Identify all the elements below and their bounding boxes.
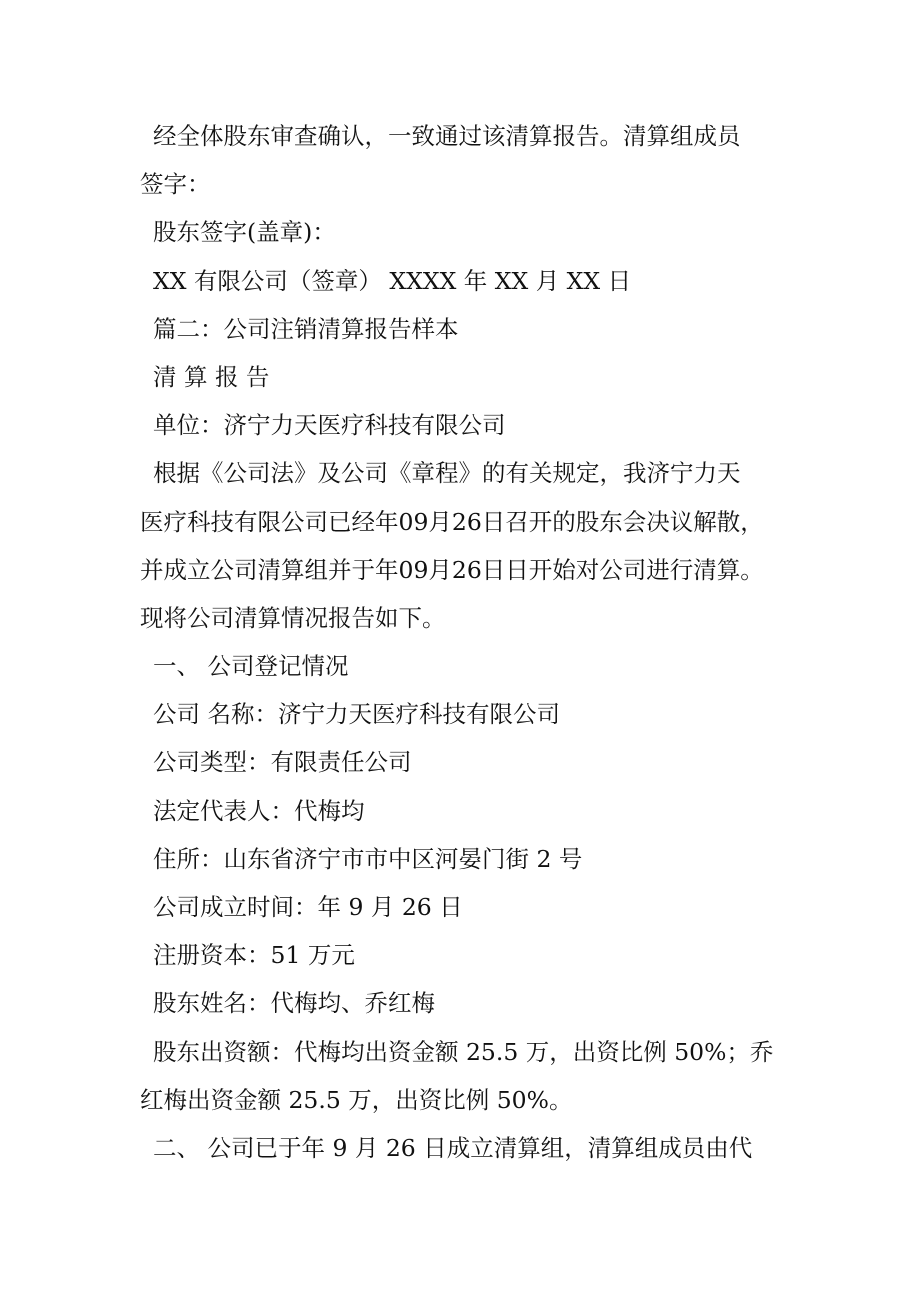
shareholder-signature-label: 股东签字(盖章)： xyxy=(153,218,336,247)
capital-contribution-line-2: 红梅出资金额 25.5 万，出资比例 50%。 xyxy=(140,1085,573,1114)
company-seal-date-line: XX 有限公司（签章） XXXX 年 XX 月 XX 日 xyxy=(153,266,632,295)
section-two-line: 二、 公司已于年 9 月 26 日成立清算组，清算组成员由代 xyxy=(153,1133,753,1162)
address-line: 住所：山东省济宁市市中区河晏门街 2 号 xyxy=(153,844,583,873)
confirmation-paragraph-line-1: 经全体股东审查确认，一致通过该清算报告。清算组成员 xyxy=(153,122,741,150)
intro-paragraph-line-2: 医疗科技有限公司已经年09月26日召开的股东会决议解散， xyxy=(140,507,764,536)
section-heading-part-two: 篇二：公司注销清算报告样本 xyxy=(153,314,459,343)
intro-paragraph-line-3: 并成立公司清算组并于年09月26日日开始对公司进行清算。 xyxy=(140,555,764,584)
company-name-line: 公司 名称：济宁力天医疗科技有限公司 xyxy=(153,700,560,729)
capital-contribution-line-1: 股东出资额：代梅均出资金额 25.5 万，出资比例 50%；乔 xyxy=(153,1037,774,1066)
legal-representative-line: 法定代表人：代梅均 xyxy=(153,796,365,825)
report-title: 清 算 报 告 xyxy=(153,362,270,391)
intro-paragraph-line-1: 根据《公司法》及公司《章程》的有关规定，我济宁力天 xyxy=(153,459,741,488)
establishment-date-line: 公司成立时间：年 9 月 26 日 xyxy=(153,893,463,921)
unit-line: 单位：济宁力天医疗科技有限公司 xyxy=(153,411,506,440)
document-body xyxy=(140,112,790,1172)
registered-capital-line: 注册资本：51 万元 xyxy=(153,941,355,970)
shareholder-names-line: 股东姓名：代梅均、乔红梅 xyxy=(153,989,435,1018)
intro-paragraph-line-4: 现将公司清算情况报告如下。 xyxy=(140,603,446,632)
confirmation-paragraph-line-2: 签字： xyxy=(140,170,211,199)
company-type-line: 公司类型：有限责任公司 xyxy=(153,748,412,777)
section-heading-registration: 一、 公司登记情况 xyxy=(153,652,349,681)
